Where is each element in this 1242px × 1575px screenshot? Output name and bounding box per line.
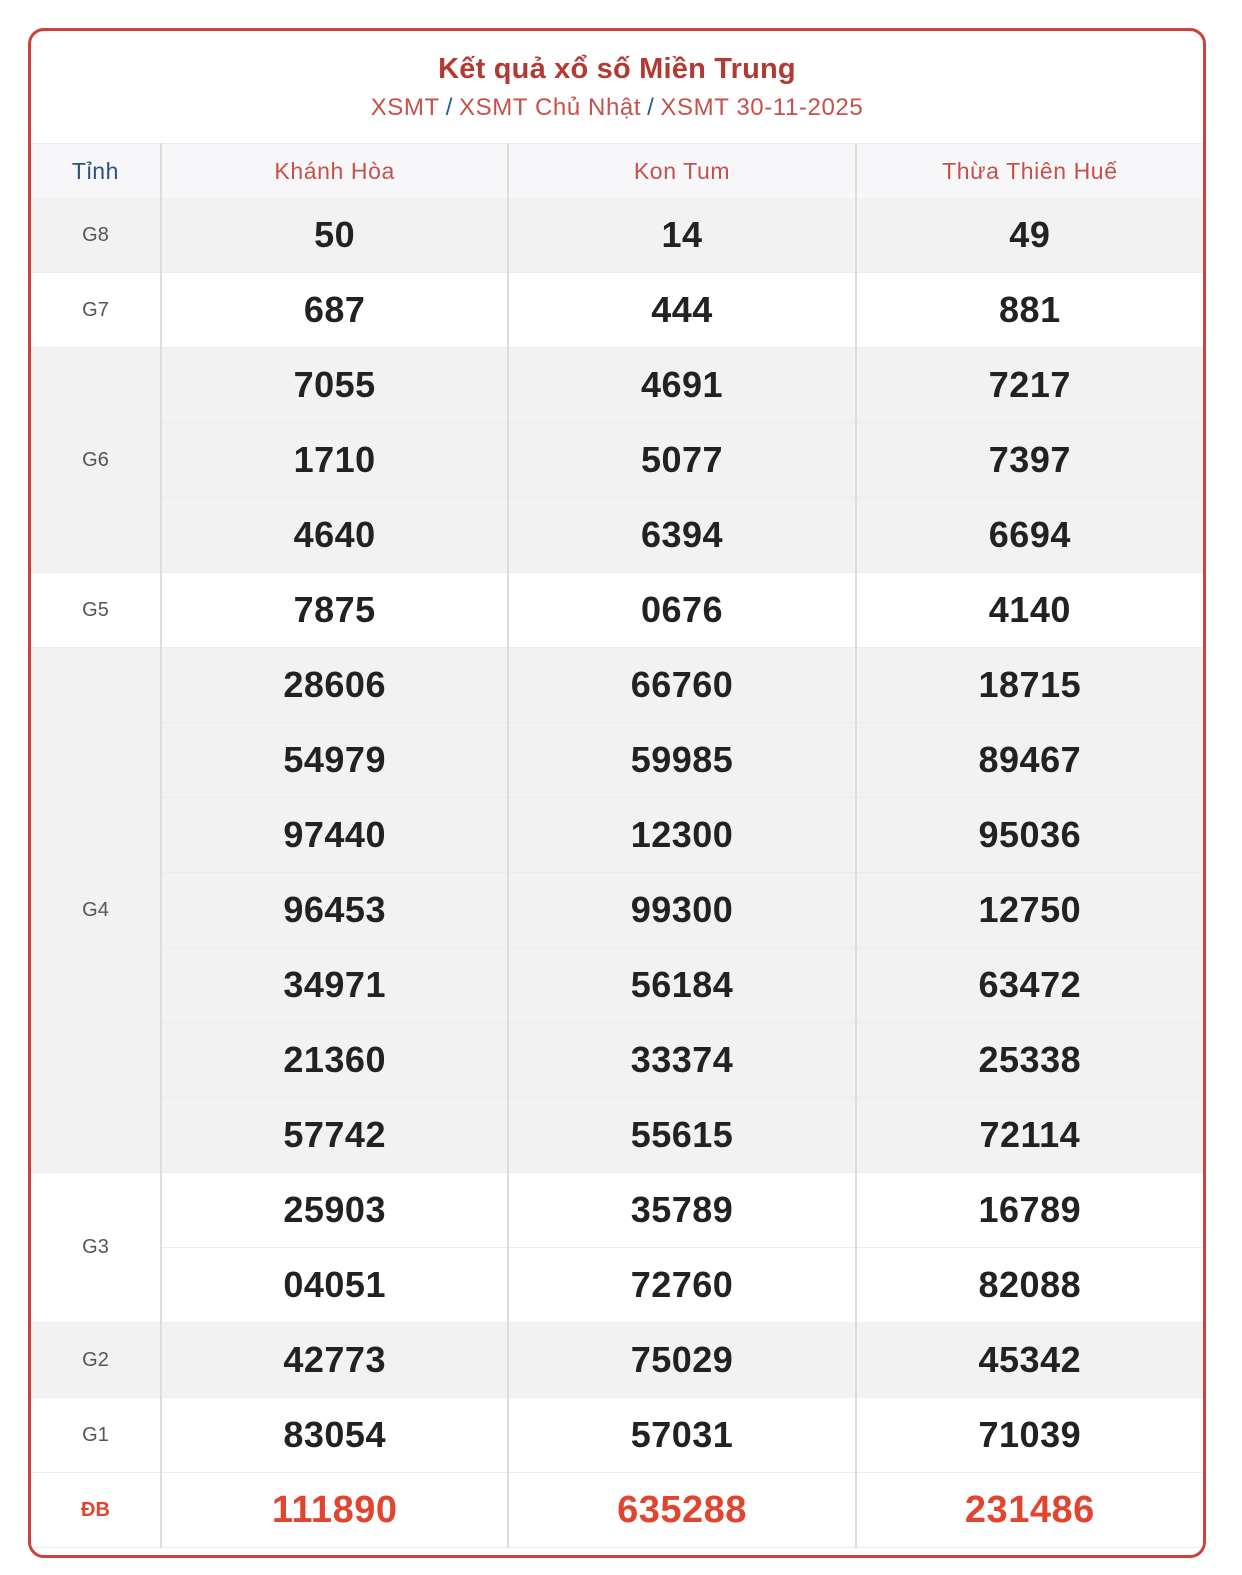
breadcrumb-xsmt[interactable]: XSMT: [370, 94, 440, 121]
prize-number: 45342: [856, 1323, 1203, 1398]
prize-number: 12750: [856, 873, 1203, 948]
prize-number: 7875: [161, 573, 508, 648]
prize-label: G3: [31, 1173, 161, 1323]
province-thua-thien-hue: Thừa Thiên Huế: [856, 144, 1203, 199]
special-prize-number: 231486: [856, 1473, 1203, 1548]
results-card: [28, 28, 1206, 1558]
prize-number: 59985: [508, 723, 855, 798]
prize-row-g4: [31, 1098, 1203, 1173]
prize-number: 72114: [856, 1098, 1203, 1173]
province-label-header: Tỉnh: [31, 144, 161, 199]
prize-number: 66760: [508, 648, 855, 723]
prize-row-g2: [31, 1323, 1203, 1398]
prize-row-special: [31, 1473, 1203, 1548]
prize-row-g6: [31, 348, 1203, 423]
prize-number: 97440: [161, 798, 508, 873]
prize-row-g4: [31, 648, 1203, 723]
prize-number: 99300: [508, 873, 855, 948]
prize-number: 57031: [508, 1398, 855, 1473]
breadcrumb-separator: /: [647, 94, 655, 121]
prize-number: 42773: [161, 1323, 508, 1398]
prize-number: 83054: [161, 1398, 508, 1473]
prize-row-g6: [31, 423, 1203, 498]
prize-number: 4140: [856, 573, 1203, 648]
prize-number: 6694: [856, 498, 1203, 573]
prize-label: G7: [31, 273, 161, 348]
breadcrumb-xsmt-date[interactable]: XSMT 30-11-2025: [660, 94, 864, 121]
results-table: [31, 143, 1203, 1548]
prize-label: G8: [31, 198, 161, 273]
prize-number: 95036: [856, 798, 1203, 873]
prize-row-g7: [31, 273, 1203, 348]
prize-number: 14: [508, 198, 855, 273]
prize-row-g5: [31, 573, 1203, 648]
prize-number: 7055: [161, 348, 508, 423]
prize-number: 35789: [508, 1173, 855, 1248]
prize-number: 50: [161, 198, 508, 273]
prize-number: 04051: [161, 1248, 508, 1323]
prize-row-g4: [31, 1023, 1203, 1098]
prize-label: G6: [31, 348, 161, 573]
prize-row-g4: [31, 723, 1203, 798]
prize-number: 33374: [508, 1023, 855, 1098]
prize-number: 881: [856, 273, 1203, 348]
prize-row-g3: [31, 1248, 1203, 1323]
prize-number: 7397: [856, 423, 1203, 498]
prize-row-g4: [31, 948, 1203, 1023]
prize-number: 4640: [161, 498, 508, 573]
prize-row-g8: [31, 198, 1203, 273]
prize-number: 6394: [508, 498, 855, 573]
prize-number: 25338: [856, 1023, 1203, 1098]
prize-number: 5077: [508, 423, 855, 498]
prize-number: 89467: [856, 723, 1203, 798]
special-prize-number: 111890: [161, 1473, 508, 1548]
prize-number: 57742: [161, 1098, 508, 1173]
prize-label: G2: [31, 1323, 161, 1398]
province-khanh-hoa: Khánh Hòa: [161, 144, 508, 199]
prize-number: 34971: [161, 948, 508, 1023]
prize-row-g3: [31, 1173, 1203, 1248]
prize-number: 1710: [161, 423, 508, 498]
prize-number: 54979: [161, 723, 508, 798]
prize-label: G5: [31, 573, 161, 648]
prize-label: G1: [31, 1398, 161, 1473]
prize-number: 25903: [161, 1173, 508, 1248]
prize-number: 4691: [508, 348, 855, 423]
page-title: Kết quả xổ số Miền Trung: [438, 53, 796, 85]
prize-number: 56184: [508, 948, 855, 1023]
province-header-row: [31, 144, 1203, 199]
breadcrumb-separator: /: [445, 94, 454, 121]
prize-label: G4: [31, 648, 161, 1173]
prize-number: 28606: [161, 648, 508, 723]
prize-number: 49: [856, 198, 1203, 273]
prize-row-g4: [31, 798, 1203, 873]
prize-number: 71039: [856, 1398, 1203, 1473]
prize-number: 687: [161, 273, 508, 348]
prize-number: 96453: [161, 873, 508, 948]
prize-number: 444: [508, 273, 855, 348]
prize-row-g4: [31, 873, 1203, 948]
breadcrumb-xsmt-sunday[interactable]: XSMT Chủ Nhật: [459, 94, 642, 121]
breadcrumb: [31, 93, 1203, 123]
prize-number: 18715: [856, 648, 1203, 723]
prize-number: 75029: [508, 1323, 855, 1398]
prize-number: 55615: [508, 1098, 855, 1173]
prize-number: 12300: [508, 798, 855, 873]
prize-number: 16789: [856, 1173, 1203, 1248]
prize-number: 21360: [161, 1023, 508, 1098]
prize-row-g6: [31, 498, 1203, 573]
prize-number: 7217: [856, 348, 1203, 423]
special-prize-number: 635288: [508, 1473, 855, 1548]
special-prize-label: ĐB: [31, 1473, 161, 1548]
prize-number: 82088: [856, 1248, 1203, 1323]
results-header: [31, 31, 1203, 143]
province-kon-tum: Kon Tum: [508, 144, 855, 199]
prize-row-g1: [31, 1398, 1203, 1473]
prize-number: 72760: [508, 1248, 855, 1323]
prize-number: 0676: [508, 573, 855, 648]
prize-number: 63472: [856, 948, 1203, 1023]
